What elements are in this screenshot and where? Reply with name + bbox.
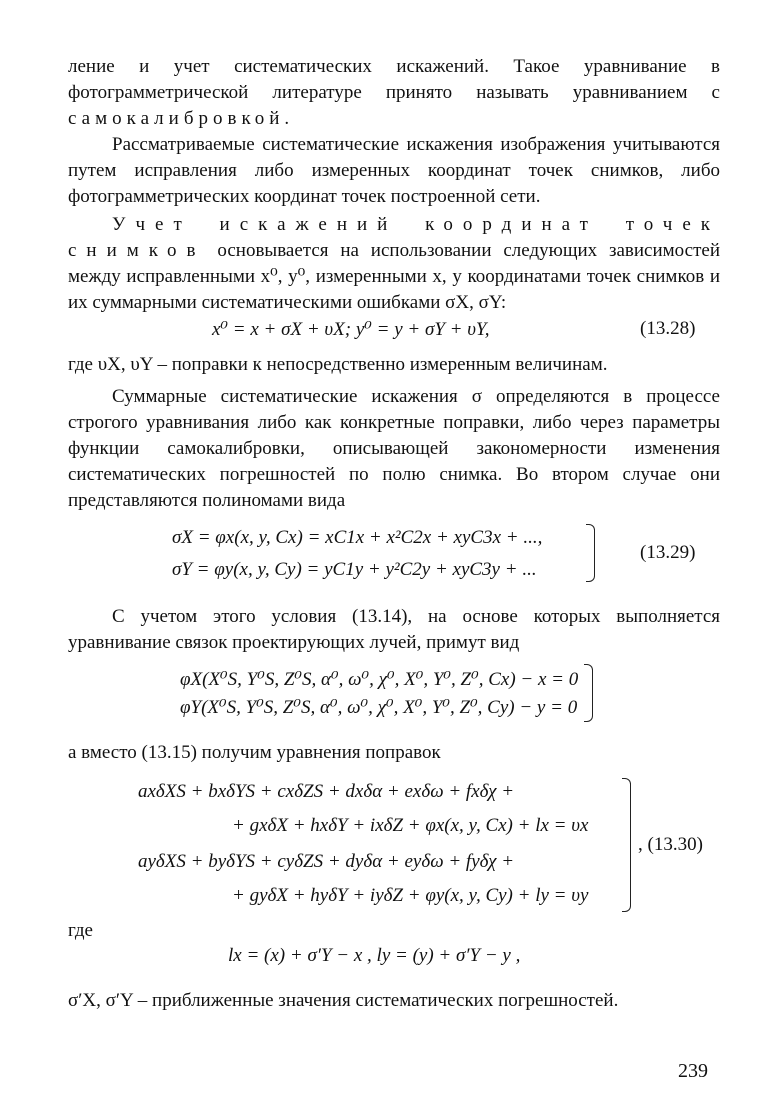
equation-13-30-line-3: ayδXS + byδYS + cyδZS + dyδα + eyδω + fyδχ + — [138, 851, 515, 872]
equation-13-29-line-1: σX = φx(x, y, Cx) = xC1x + x²C2x + xyC3x + ..., — [172, 527, 543, 548]
page-number: 239 — [678, 1060, 708, 1082]
paragraph-5: Суммарные систематические искажения σ определяются в процессе строгого уравнивания либо как конкретные поправки, либо через параметры функции самокалибровки, описывающей закономерности изменения систематических погрешностей по полю снимка. Во втором случае они представляются полиномами вида — [68, 386, 720, 511]
paragraph-2: Рассматриваемые систематические искажения изображения учитываются путем исправления либо измеренных координат точек снимков, либо фотограмметрических координат точек построенной сети. — [68, 134, 720, 207]
equation-13-30-line-2: + gxδX + hxδY + ixδZ + φx(x, y, Cx) + lx = υx — [232, 815, 589, 836]
paragraph-3 — [68, 212, 720, 316]
paragraph-7: а вместо (13.15) получим уравнения поправок — [68, 742, 441, 763]
paragraph-8: σ′X, σ′Y – приближенные значения систематических погрешностей. — [68, 990, 619, 1011]
paragraph-1-spaced-term: самокалибровкой. — [68, 108, 295, 129]
condition-equation-brace — [584, 664, 593, 722]
equation-13-30-line-4: + gyδX + hyδY + iyδZ + φy(x, y, Cy) + ly = υy — [232, 885, 589, 906]
equation-number-13-29: (13.29) — [640, 542, 696, 563]
equation-13-29-line-2: σY = φy(x, y, Cy) = yC1y + y²C2y + xyC3y + ... — [172, 559, 537, 580]
equation-number-13-30: , (13.30) — [638, 834, 703, 855]
condition-equation-line-2: φY(X⁰S, Y⁰S, Z⁰S, α⁰, ω⁰, χ⁰, X⁰, Y⁰, Z⁰, Cy) − y = 0 — [180, 697, 578, 718]
section-title-spaced: Учет искажений координат точек снимков — [68, 214, 720, 261]
equation-13-29-brace — [586, 524, 595, 582]
equation-l-definitions: lx = (x) + σ′Y − x , ly = (y) + σ′Y − y , — [228, 945, 521, 966]
condition-equation-line-1: φX(X⁰S, Y⁰S, Z⁰S, α⁰, ω⁰, χ⁰, X⁰, Y⁰, Z⁰, Cx) − x = 0 — [180, 669, 579, 690]
paragraph-1 — [68, 54, 720, 132]
where-label: где — [68, 920, 93, 941]
equation-13-30-line-1: axδXS + bxδYS + cxδZS + dxδα + exδω + fxδχ + — [138, 781, 515, 802]
paragraph-1-text: ление и учет систематических искажений. Такое уравнивание в фотограмметрической литературе принято называть уравниванием с — [68, 56, 720, 103]
paragraph-3-text: основывается на использовании следующих зависимостей между исправленными x⁰, y⁰, измеренными x, y координатами точек снимков и их суммарными систематическими ошибками σX, σY: — [68, 240, 720, 313]
paragraph-4: где υX, υY – поправки к непосредственно измеренным величинам. — [68, 354, 608, 375]
equation-13-28: x⁰ = x + σX + υX; y⁰ = y + σY + υY, — [212, 319, 490, 340]
paragraph-6: С учетом этого условия (13.14), на основе которых выполняется уравнивание связок проектирующих лучей, примут вид — [68, 606, 720, 653]
equation-13-30-brace — [622, 778, 631, 912]
equation-number-13-28: (13.28) — [640, 318, 696, 339]
